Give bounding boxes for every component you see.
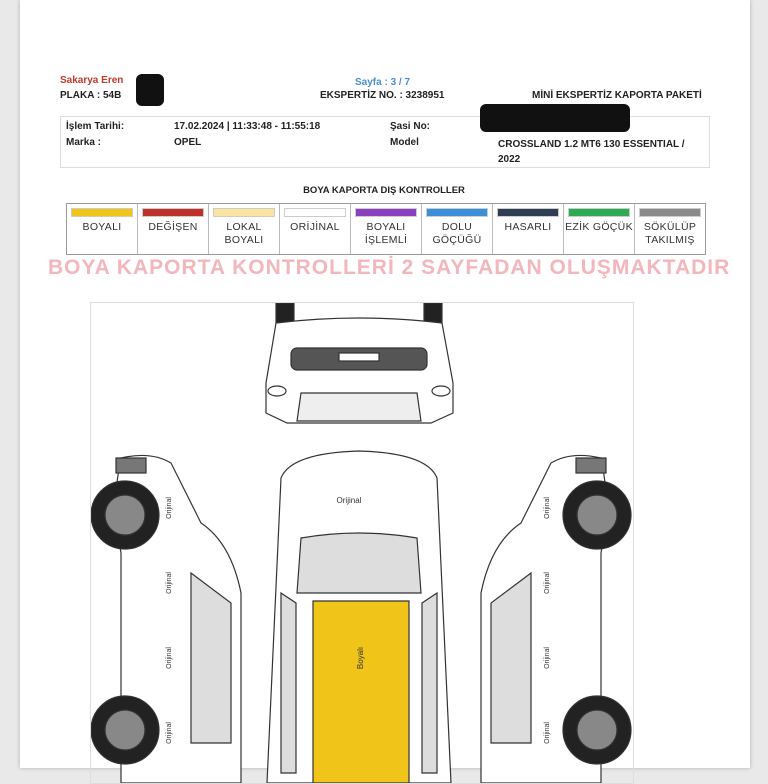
legend-swatch xyxy=(71,208,133,217)
legend-label: ORİJİNAL xyxy=(290,221,340,233)
panel-label: Orijinal xyxy=(544,572,551,594)
legend-swatch xyxy=(568,208,630,217)
panel-label: Orijinal xyxy=(166,497,173,519)
company-name: Sakarya Eren xyxy=(60,75,124,86)
legend-item xyxy=(564,204,635,254)
hood-label: Boyalı xyxy=(356,646,365,670)
brand-label: Marka : xyxy=(66,137,102,148)
legend-label: DEĞİŞEN xyxy=(148,221,198,233)
legend-item xyxy=(493,204,564,254)
roof-label: Orijinal xyxy=(336,496,362,505)
car-diagram xyxy=(90,302,634,784)
package-name: MİNİ EKSPERTİZ KAPORTA PAKETİ xyxy=(532,90,702,101)
model-value: CROSSLAND 1.2 MT6 130 ESSENTIAL / 2022 xyxy=(498,139,685,165)
legend-item xyxy=(351,204,422,254)
chassis-redaction xyxy=(480,104,630,132)
car-right-side-view xyxy=(481,455,631,783)
color-legend xyxy=(66,203,706,255)
legend-swatch xyxy=(497,208,559,217)
legend-swatch xyxy=(426,208,488,217)
legend-swatch xyxy=(142,208,204,217)
legend-title: BOYA KAPORTA DIŞ KONTROLLER xyxy=(303,185,465,196)
redaction xyxy=(136,74,164,106)
legend-item xyxy=(209,204,280,254)
legend-item xyxy=(67,204,138,254)
car-front-view xyxy=(266,303,453,423)
panel-label: Orijinal xyxy=(544,647,551,669)
page-number: Sayfa : 3 / 7 xyxy=(355,77,411,88)
legend-swatch xyxy=(355,208,417,217)
legend-swatch xyxy=(213,208,275,217)
legend-label: BOYALI İŞLEMLİ xyxy=(364,221,408,246)
panel-label: Orijinal xyxy=(166,722,173,744)
legend-swatch xyxy=(639,208,701,217)
info-banner: BOYA KAPORTA KONTROLLERİ 2 SAYFADAN OLUŞMAKTADIR xyxy=(48,256,731,279)
legend-label: LOKAL BOYALI xyxy=(224,221,264,246)
legend-item xyxy=(280,204,351,254)
legend-label: SÖKÜLÜP TAKILMIŞ xyxy=(643,221,697,246)
legend-label: EZİK GÖÇÜK xyxy=(565,221,633,233)
model-label: Model xyxy=(390,137,419,148)
legend-item xyxy=(635,204,705,254)
legend-item xyxy=(422,204,493,254)
date-label: İşlem Tarihi: xyxy=(66,121,125,132)
plate-label: PLAKA : 54B xyxy=(60,90,122,101)
panel-label: Orijinal xyxy=(166,647,173,669)
date-value: 17.02.2024 | 11:33:48 - 11:55:18 xyxy=(174,121,321,132)
legend-label: DOLU GÖÇÜĞÜ xyxy=(432,221,482,246)
legend-label: HASARLI xyxy=(504,221,552,233)
chassis-label: Şasi No: xyxy=(390,121,431,132)
hood-painted xyxy=(313,601,409,783)
brand-value: OPEL xyxy=(174,137,202,148)
expertise-number: EKSPERTİZ NO. : 3238951 xyxy=(320,90,445,101)
legend-item xyxy=(138,204,209,254)
legend-label: BOYALI xyxy=(82,221,122,233)
panel-label: Orijinal xyxy=(166,572,173,594)
panel-label: Orijinal xyxy=(544,497,551,519)
panel-label: Orijinal xyxy=(544,722,551,744)
legend-swatch xyxy=(284,208,346,217)
